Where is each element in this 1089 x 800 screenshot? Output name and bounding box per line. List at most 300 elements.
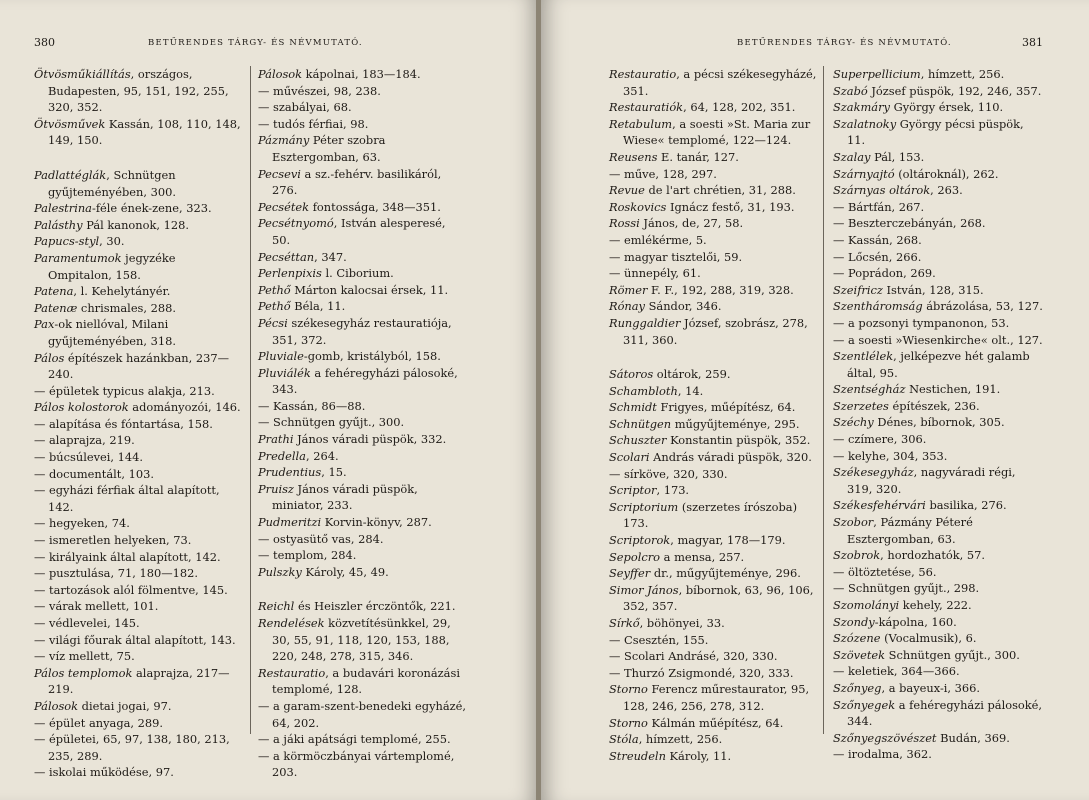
entry-text: — szabályai, 68.: [258, 100, 352, 114]
entry-text: , 64, 128, 202, 351.: [683, 100, 796, 115]
index-entry: [833, 265, 1043, 282]
entry-text: — ünnepély, 61.: [609, 266, 701, 280]
entry-text: — Poprádon, 269.: [833, 266, 936, 280]
entry-headword: Retabulum: [609, 116, 673, 131]
index-entry: [609, 715, 819, 732]
index-entry: [258, 116, 466, 133]
entry-text: — épületei, 65, 97, 138, 180, 213, 235, 289.: [34, 732, 230, 763]
entry-text: , 15.: [321, 465, 347, 480]
entry-headword: Szobor: [833, 515, 874, 530]
entry-text: de l'art chrétien, 31, 288.: [644, 183, 796, 198]
index-entry: [258, 748, 466, 781]
index-entry: [833, 166, 1043, 183]
index-entry: [833, 448, 1043, 465]
entry-text: — Beszterczebányán, 268.: [833, 216, 985, 230]
entry-text: — emlékérme, 5.: [609, 233, 707, 247]
entry-text: -gomb, kristályból, 158.: [303, 349, 441, 364]
index-entry: [609, 582, 819, 615]
index-entry: [609, 466, 819, 483]
index-entry: [609, 499, 819, 532]
index-entry: [34, 116, 242, 149]
entry-text: kápolnai, 183—184.: [302, 67, 421, 81]
entry-text: (Vocalmusik), 6.: [880, 631, 977, 646]
entry-text: , nagyváradi régi, 319, 320.: [847, 465, 1016, 496]
entry-text: , Schnütgen gyűjteményében, 300.: [48, 167, 176, 199]
entry-headword: Pécsi: [258, 315, 288, 330]
index-entry: [34, 582, 242, 599]
index-entry: [833, 746, 1043, 763]
index-entry: [833, 697, 1043, 730]
index-entry: [34, 549, 242, 566]
entry-text: (oltároknál), 262.: [894, 166, 999, 181]
entry-text: — alaprajza, 219.: [34, 433, 135, 447]
entry-text: János váradi püspök, miniator, 233.: [272, 481, 418, 513]
entry-headword: Szeifricz: [833, 282, 883, 297]
index-entry: [609, 215, 819, 232]
index-entry: [609, 66, 819, 99]
entry-text: — a soesti »Wiesenkirche« olt., 127.: [833, 333, 1043, 347]
index-entry: [609, 366, 819, 383]
entry-text: -kápolna, 160.: [874, 614, 957, 629]
entry-text: — Thurzó Zsigmondé, 320, 333.: [609, 666, 794, 680]
index-entry: [258, 464, 466, 481]
entry-text: — Bártfán, 267.: [833, 200, 924, 214]
index-entry: [833, 83, 1043, 100]
entry-text: Budán, 369.: [936, 730, 1010, 745]
index-entry: [833, 99, 1043, 116]
index-entry: [609, 432, 819, 449]
entry-headword: Scriptorium: [609, 499, 679, 514]
entry-text: — épületek typicus alakja, 213.: [34, 384, 215, 398]
entry-headword: Szomolányi: [833, 598, 900, 612]
entry-text: — templom, 284.: [258, 548, 356, 562]
index-entry: [34, 167, 242, 200]
index-entry: [609, 116, 819, 149]
column-rule-left: [250, 66, 251, 734]
index-entry: [833, 663, 1043, 680]
entry-text: építészek hazánkban, 237—240.: [48, 350, 229, 382]
entry-text: — épület anyaga, 289.: [34, 716, 163, 730]
entry-headword: Pax: [34, 317, 55, 332]
entry-headword: Szentlélek: [833, 349, 894, 364]
index-entry: [258, 265, 466, 282]
entry-text: — ismeretlen helyeken, 73.: [34, 533, 191, 547]
entry-text: — a jáki apátsági templomé, 255.: [258, 732, 451, 746]
index-entry: [833, 249, 1043, 266]
index-entry: [258, 698, 466, 731]
index-entry: [258, 431, 466, 448]
entry-headword: Ötvösműkiállítás: [34, 67, 131, 81]
index-entry: [609, 265, 819, 282]
entry-headword: Padlattéglák: [34, 167, 107, 182]
entry-text: — documentált, 103.: [34, 467, 154, 481]
entry-text: — Schnütgen gyűjt., 298.: [833, 581, 979, 595]
entry-headword: Rossi: [609, 216, 640, 231]
entry-text: György pécsi püspök, 11.: [847, 116, 1024, 148]
running-head-right: BETŰRENDES TÁRGY- ÉS NÉVMUTATÓ.: [737, 38, 952, 48]
entry-headword: Schuszter: [609, 433, 667, 448]
entry-text: — víz mellett, 75.: [34, 649, 135, 663]
entry-text: — alapítása és fóntartása, 158.: [34, 417, 213, 431]
left-page-column-1: [34, 66, 242, 781]
index-entry: [258, 132, 466, 165]
entry-headword: Szövetek: [833, 647, 886, 662]
entry-text: — czímere, 306.: [833, 432, 926, 446]
entry-text: alaprajza, 217—219.: [48, 665, 230, 697]
entry-text: — keletiek, 364—366.: [833, 664, 960, 678]
entry-text: Sándor, 346.: [645, 299, 722, 314]
entry-headword: Szobrok: [833, 548, 881, 563]
entry-text: közvetítésünkkel, 29, 30, 55, 91, 118, 120, 153, 188, 220, 248, 278, 315, 346.: [272, 616, 451, 664]
entry-text: és Heiszler érczöntők, 221.: [294, 599, 456, 614]
entry-headword: Rendelések: [258, 616, 325, 630]
entry-text: — kelyhe, 304, 353.: [833, 449, 947, 463]
entry-headword: Pecsétek: [258, 199, 310, 214]
index-entry: [34, 316, 242, 349]
entry-text: — művészei, 98, 238.: [258, 84, 381, 98]
entry-text: , a pécsi székesegyházé, 351.: [623, 67, 817, 98]
entry-text: — a körmöczbányai vártemplomé, 203.: [258, 749, 454, 780]
entry-text: — világi főurak által alapított, 143.: [34, 633, 236, 647]
entry-headword: Pluviálék: [258, 365, 311, 380]
entry-headword: Pálosok: [258, 67, 303, 81]
entry-text: fontossága, 348—351.: [309, 199, 441, 214]
entry-headword: Prathi: [258, 432, 294, 447]
entry-text: Dénes, bíbornok, 305.: [873, 415, 1005, 430]
entry-text: F. F., 192, 288, 319, 328.: [647, 282, 794, 297]
entry-text: , 347.: [314, 249, 347, 264]
index-entry: [833, 464, 1043, 497]
entry-headword: Szárnyajtó: [833, 166, 895, 181]
entry-text: Nestichen, 191.: [905, 382, 1001, 397]
entry-text: Kassán, 108, 110, 148, 149, 150.: [48, 116, 241, 148]
index-entry: [258, 481, 466, 514]
index-entry: [258, 665, 466, 698]
entry-text: János váradi püspök, 332.: [293, 432, 447, 447]
entry-text: Kálmán műépítész, 64.: [647, 715, 784, 730]
entry-headword: Storno: [609, 682, 648, 697]
index-entry: [34, 731, 242, 764]
index-entry: [258, 199, 466, 216]
entry-headword: Pálosok: [34, 698, 79, 713]
entry-text: Péter szobra Esztergomban, 63.: [272, 133, 386, 164]
entry-text: , István alesperesé, 50.: [272, 216, 446, 247]
left-page: [0, 0, 538, 800]
index-entry: [609, 232, 819, 249]
index-entry: [34, 399, 242, 416]
entry-headword: Restauratio: [609, 67, 677, 81]
index-entry: [258, 99, 466, 116]
entry-text: , böhönyei, 33.: [639, 616, 725, 630]
index-entry: [34, 698, 242, 715]
index-entry: [609, 565, 819, 582]
entry-text: — irodalma, 362.: [833, 747, 932, 761]
index-entry: [34, 515, 242, 532]
index-entry: [609, 532, 819, 549]
index-entry: [34, 383, 242, 400]
index-entry: [258, 249, 466, 266]
entry-headword: Széchy: [833, 415, 874, 430]
index-entry: [258, 315, 466, 348]
index-entry: [34, 449, 242, 466]
index-entry: [34, 200, 242, 217]
index-entry: [609, 648, 819, 665]
entry-text: a mensa, 257.: [660, 549, 745, 564]
entry-text: Károly, 11.: [665, 748, 732, 763]
index-entry: [34, 482, 242, 515]
index-entry: [34, 648, 242, 665]
entry-text: adományozói, 146.: [128, 400, 241, 415]
entry-headword: Szalatnoky: [833, 116, 897, 131]
entry-headword: Schambloth: [609, 383, 678, 398]
index-entry: [609, 416, 819, 433]
index-entry: [833, 116, 1043, 149]
entry-headword: Pecsétnyomó: [258, 216, 334, 231]
entry-text: — királyaink által alapított, 142.: [34, 550, 221, 564]
index-entry: [609, 99, 819, 116]
index-entry: [833, 547, 1043, 564]
entry-headword: Predella: [258, 448, 306, 463]
entry-text: — Kassán, 86—88.: [258, 399, 365, 413]
entry-text: — hegyeken, 74.: [34, 516, 130, 530]
entry-text: — tartozások alól fölmentve, 145.: [34, 583, 228, 597]
index-entry: [34, 233, 242, 250]
entry-text: — Kassán, 268.: [833, 233, 922, 247]
entry-headword: Paramentumok: [34, 250, 122, 265]
entry-text: dr., műgyűjteménye, 296.: [650, 566, 801, 581]
index-entry: [609, 166, 819, 183]
entry-text: , országos, Budapesten, 95, 151, 192, 255, 320, 352.: [48, 67, 229, 115]
index-entry: [609, 383, 819, 400]
page-number-left: 380: [34, 36, 55, 49]
index-entry: [833, 182, 1043, 199]
index-entry: [833, 282, 1043, 299]
entry-headword: Sepolcro: [609, 549, 661, 564]
index-entry: [34, 350, 242, 383]
entry-text: Schnütgen gyűjt., 300.: [885, 647, 1020, 662]
entry-text: Ignácz festő, 31, 193.: [666, 199, 795, 214]
index-entry: [258, 282, 466, 299]
entry-headword: Prudentius: [258, 465, 322, 480]
index-entry: [609, 298, 819, 315]
entry-text: , jelképezve hét galamb által, 95.: [847, 349, 1030, 380]
entry-headword: Storno: [609, 715, 648, 730]
index-entry: [833, 630, 1043, 647]
entry-headword: Seyffer: [609, 566, 651, 581]
index-entry: [258, 414, 466, 431]
entry-text: Béla, 11.: [290, 299, 346, 314]
index-entry: [34, 665, 242, 698]
index-entry: [609, 632, 819, 649]
entry-text: -féle ének-zene, 323.: [91, 201, 212, 216]
entry-text: — öltöztetése, 56.: [833, 565, 937, 579]
entry-headword: Szőnyegszövészet: [833, 730, 937, 745]
index-entry: [258, 398, 466, 415]
index-entry: [258, 531, 466, 548]
entry-headword: Palestrina: [34, 201, 92, 216]
entry-text: ábrázolása, 53, 127.: [922, 299, 1043, 314]
entry-headword: Székesegyház: [833, 465, 914, 480]
entry-text: — a garam-szent-benedeki egyházé, 64, 202.: [258, 699, 466, 730]
entry-text: — ostyasütő vas, 284.: [258, 532, 383, 546]
index-entry: [258, 66, 466, 83]
entry-headword: Scriptorok: [609, 533, 671, 548]
entry-text: építészek, 236.: [888, 398, 980, 413]
entry-headword: Pálos templomok: [34, 665, 133, 680]
index-entry: [34, 416, 242, 433]
entry-text: , 264.: [305, 448, 339, 463]
entry-text: , a budavári koronázási templomé, 128.: [272, 665, 460, 697]
entry-text: , hímzett, 256.: [638, 732, 723, 747]
entry-headword: Pethő: [258, 282, 291, 297]
index-entry: [34, 715, 242, 732]
entry-text: Pál, 153.: [870, 149, 925, 164]
entry-headword: Pálos: [34, 350, 65, 365]
index-entry: [258, 166, 466, 199]
entry-headword: Székesfehérvári: [833, 498, 926, 513]
entry-text: jegyzéke Ompitalon, 158.: [48, 250, 176, 282]
entry-headword: Streudeln: [609, 748, 666, 763]
entry-text: , a soesti »St. Maria zur Wiese« templomé, 122—124.: [623, 116, 811, 148]
entry-headword: Szózene: [833, 631, 881, 646]
entry-text: — magyar tisztelői, 59.: [609, 250, 742, 264]
running-head-left: BETŰRENDES TÁRGY- ÉS NÉVMUTATÓ.: [148, 38, 363, 48]
index-entry: [609, 182, 819, 199]
entry-headword: Ötvösművek: [34, 116, 106, 131]
index-entry: [833, 149, 1043, 166]
entry-headword: Sátoros: [609, 367, 654, 382]
entry-text: E. tanár, 127.: [657, 149, 739, 164]
entry-headword: Stóla: [609, 732, 639, 747]
entry-text: Pál kanonok, 128.: [82, 217, 189, 232]
index-entry: [609, 615, 819, 632]
index-entry: [833, 315, 1043, 332]
entry-text: György érsek, 110.: [889, 100, 1004, 115]
index-entry: [833, 398, 1043, 415]
entry-text: kehely, 222.: [899, 598, 972, 612]
entry-headword: Palásthy: [34, 217, 83, 232]
entry-text: , l. Kehelytányér.: [73, 284, 171, 299]
index-entry: [609, 665, 819, 682]
index-entry: [609, 199, 819, 216]
entry-text: András váradi püspök, 320.: [649, 450, 812, 465]
entry-headword: Schmidt: [609, 400, 657, 415]
index-entry: [258, 298, 466, 315]
index-entry: [833, 614, 1043, 631]
entry-headword: Restauratio: [258, 665, 326, 680]
entry-headword: Patenæ: [34, 300, 78, 315]
entry-headword: Szerzetes: [833, 398, 889, 413]
index-entry: [258, 83, 466, 100]
index-entry: [34, 66, 242, 116]
entry-text: — búcsúlevei, 144.: [34, 450, 143, 464]
entry-text: , Pázmány Péteré Esztergomban, 63.: [847, 515, 973, 546]
right-page-column-1: [609, 66, 819, 764]
index-entry: [609, 549, 819, 566]
index-entry: [34, 532, 242, 549]
index-entry: [258, 348, 466, 365]
entry-headword: Sírkő: [609, 616, 640, 630]
entry-headword: Pruisz: [258, 481, 294, 496]
index-entry: [833, 597, 1043, 614]
entry-headword: Superpellicium: [833, 67, 921, 81]
index-entry: [258, 514, 466, 531]
entry-text: -ok niellóval, Milani gyűjteményében, 318.: [48, 317, 176, 348]
index-entry: [34, 217, 242, 234]
index-entry: [34, 615, 242, 632]
index-entry: [34, 565, 242, 582]
entry-text: , magyar, 178—179.: [670, 533, 786, 548]
index-entry: [833, 680, 1043, 697]
entry-headword: Szárnyas oltárok: [833, 183, 931, 198]
index-entry: [833, 215, 1043, 232]
entry-text: , 14.: [677, 383, 704, 398]
entry-text: János, de, 27, 58.: [639, 216, 744, 231]
entry-headword: Pecséttan: [258, 249, 315, 264]
entry-headword: Pluviale: [258, 349, 304, 364]
entry-headword: Pethő: [258, 299, 291, 314]
index-entry: [258, 598, 466, 615]
entry-headword: Simor János: [609, 582, 679, 597]
index-entry: [34, 432, 242, 449]
index-entry: [258, 731, 466, 748]
index-entry: [258, 215, 466, 248]
entry-text: műgyűjteménye, 295.: [671, 416, 800, 431]
entry-text: basilika, 276.: [925, 498, 1007, 513]
index-entry: [833, 199, 1043, 216]
entry-text: — a pozsonyi tympanonon, 53.: [833, 316, 1009, 330]
entry-headword: Runggaldier: [609, 315, 681, 330]
index-entry: [609, 282, 819, 299]
index-entry: [258, 564, 466, 581]
entry-headword: Reichl: [258, 599, 295, 614]
entry-text: Korvin-könyv, 287.: [321, 515, 432, 530]
entry-headword: Pudmeritzi: [258, 515, 322, 530]
entry-headword: Pecsevi: [258, 166, 301, 181]
entry-text: Károly, 45, 49.: [301, 564, 389, 579]
index-entry: [833, 348, 1043, 381]
index-entry: [609, 249, 819, 266]
entry-headword: Scolari: [609, 450, 650, 465]
index-entry: [258, 615, 466, 665]
index-entry: [609, 399, 819, 416]
entry-text: — tudós férfiai, 98.: [258, 117, 368, 131]
index-entry: [833, 332, 1043, 349]
index-entry: [34, 764, 242, 781]
entry-headword: Scriptor: [609, 483, 657, 498]
entry-headword: Revue: [609, 183, 645, 198]
entry-headword: Rónay: [609, 299, 645, 314]
entry-headword: Römer: [609, 282, 648, 297]
entry-text: — iskolai működése, 97.: [34, 765, 174, 779]
right-page-column-2: [833, 66, 1043, 763]
index-entry: [609, 748, 819, 765]
index-entry: [609, 149, 819, 166]
index-entry: [609, 681, 819, 714]
index-entry: [34, 283, 242, 300]
entry-text: József püspök, 192, 246, 357.: [867, 83, 1042, 98]
entry-headword: Restauratiók: [609, 100, 684, 115]
entry-text: — Schnütgen gyűjt., 300.: [258, 415, 404, 429]
index-entry: [833, 414, 1043, 431]
entry-text: , hímzett, 256.: [920, 67, 1005, 81]
index-entry: [833, 232, 1043, 249]
index-entry: [609, 482, 819, 499]
entry-text: Frigyes, műépítész, 64.: [656, 400, 796, 415]
entry-headword: Pálos kolostorok: [34, 400, 129, 415]
entry-headword: Szakmáry: [833, 100, 890, 115]
entry-text: — sírköve, 320, 330.: [609, 467, 727, 481]
